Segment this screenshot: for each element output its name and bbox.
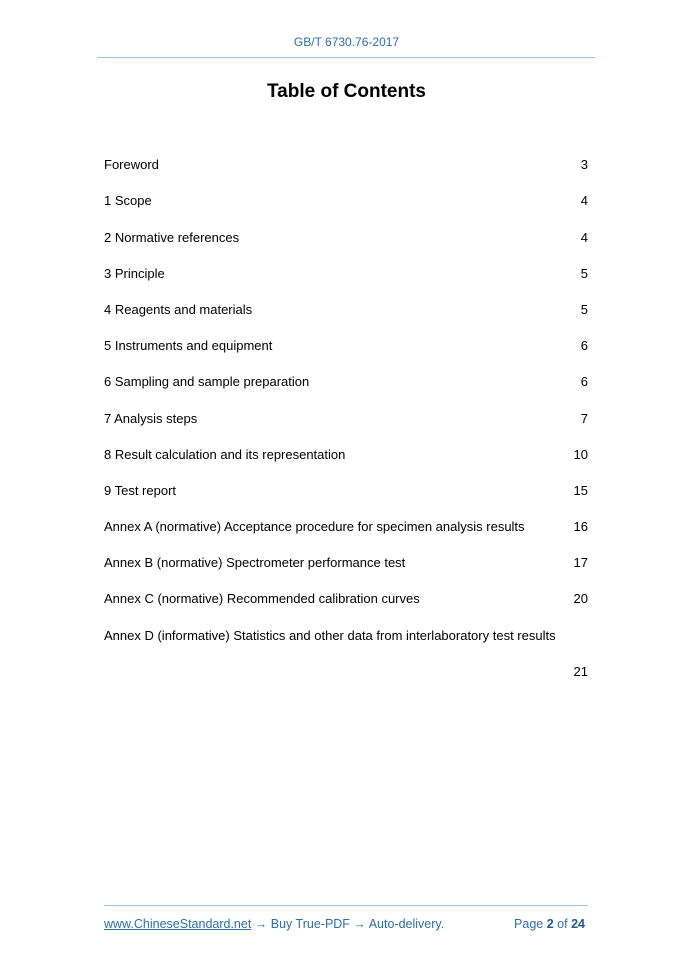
toc-entry-scope[interactable] [104,174,588,210]
toc-entry-annex-d[interactable] [104,608,588,644]
toc-entry-label: 2 Normative references [104,229,240,245]
page-title: Table of Contents [266,81,427,102]
toc-entry-page: 4 [580,229,588,245]
page-of-label: of [557,917,568,931]
toc-entry-page: 3 [580,157,588,173]
website-link[interactable]: www.ChineseStandard.net [104,917,252,931]
toc-entry-annex-d-leader[interactable] [104,645,588,681]
toc-entry-label: 5 Instruments and equipment [104,338,273,354]
toc-entry-principle[interactable] [104,247,588,283]
toc-entry-label: 1 Scope [104,193,152,209]
toc-entry-page: 20 [573,591,588,607]
toc-entry-label: 9 Test report [104,482,177,498]
page-indicator [514,917,585,931]
toc-entry-page: 16 [573,519,588,535]
document-id: GB/T 6730.76-2017 [293,35,400,49]
toc-entry-label: 7 Analysis steps [104,410,198,426]
toc-entry-page: 6 [580,374,588,390]
toc-entry-label: Annex B (normative) Spectrometer performance test [104,555,406,571]
toc-entry-instruments[interactable] [104,319,588,355]
page-footer [104,917,585,931]
toc-entry-page: 5 [580,301,588,317]
toc-entry-sampling[interactable] [104,355,588,391]
toc-entry-annex-a[interactable] [104,500,588,536]
toc-entry-annex-b[interactable] [104,536,588,572]
toc-entry-label: 4 Reagents and materials [104,301,253,317]
document-header [0,35,693,49]
toc-entry-page: 4 [580,193,588,209]
toc-entry-label: Foreword [104,157,159,173]
toc-entry-label: Annex D (informative) Statistics and other data from interlaboratory test results [104,627,556,643]
toc-entry-page: 17 [573,555,588,571]
toc-entry-test-report[interactable] [104,464,588,500]
page-label: Page [514,917,544,931]
toc-entry-page: 7 [580,410,588,426]
footer-promo [104,917,444,931]
toc-entry-page: 5 [580,265,588,281]
footer-divider [104,905,588,906]
toc-entry-label: 8 Result calculation and its representation [104,446,346,462]
toc-entry-label: 3 Principle [104,265,165,281]
toc-entry-label: 6 Sampling and sample preparation [104,374,310,390]
total-page-count: 24 [571,917,585,931]
toc-entry-annex-c[interactable] [104,572,588,608]
header-divider [97,57,595,58]
toc-entry-foreword[interactable] [104,138,588,174]
toc-entry-analysis-steps[interactable] [104,391,588,427]
toc-entry-page: 21 [573,663,588,679]
current-page-number: 2 [546,917,554,931]
toc-entry-result-calculation[interactable] [104,428,588,464]
toc-entry-normative-references[interactable] [104,210,588,246]
table-of-contents [104,138,588,681]
toc-entry-label: Annex C (normative) Recommended calibration curves [104,591,420,607]
footer-tagline: → Buy True-PDF → Auto-delivery. [251,917,445,931]
toc-entry-reagents[interactable] [104,283,588,319]
toc-entry-page: 6 [580,338,588,354]
toc-entry-page: 10 [573,446,588,462]
toc-entry-label: Annex A (normative) Acceptance procedure for specimen analysis results [104,519,525,535]
toc-entry-page: 15 [573,482,588,498]
